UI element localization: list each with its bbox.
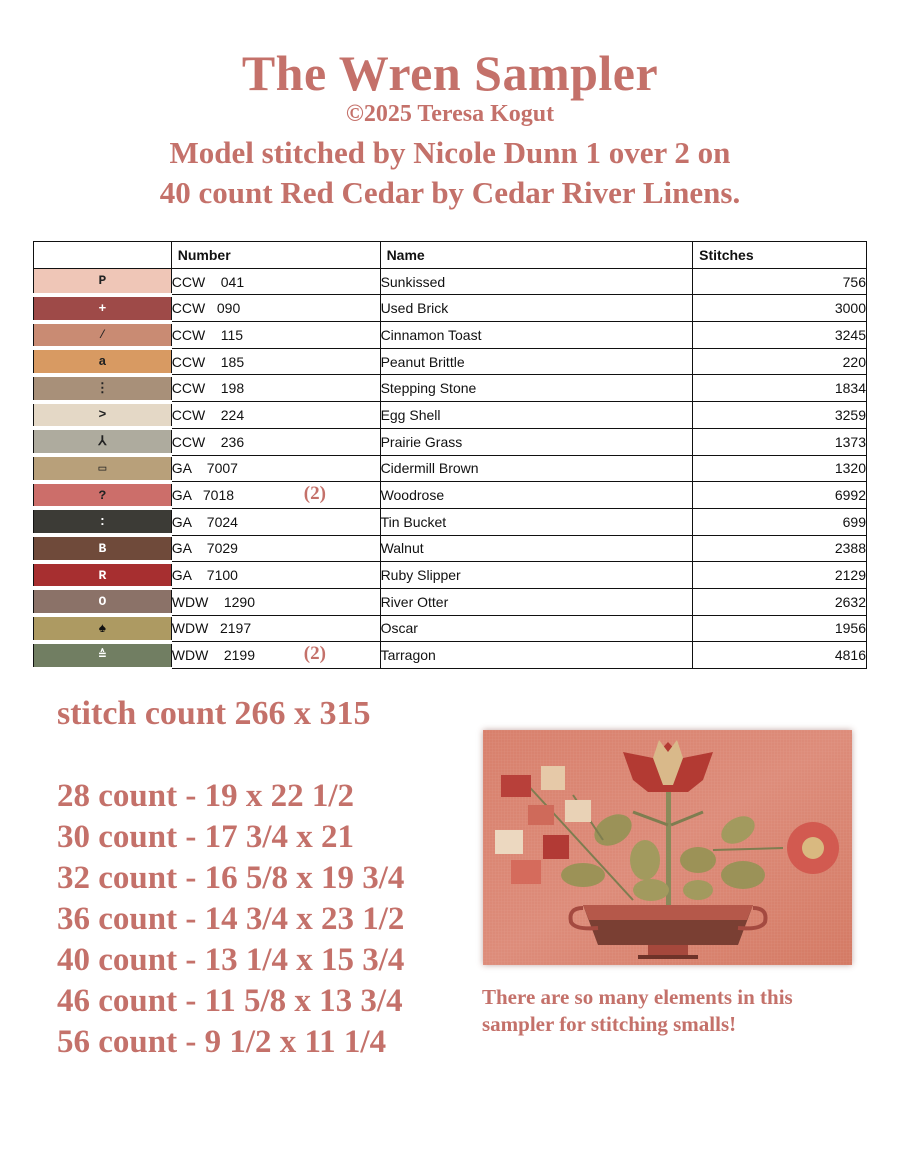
vertical-dots-icon: ⋮	[95, 380, 109, 396]
table-row	[34, 588, 867, 615]
plus-icon: +	[98, 300, 107, 316]
size-row: 32 count - 16 5/8 x 19 3/4	[57, 860, 405, 896]
thread-number-text: CCW 185	[171, 353, 245, 370]
thread-key-table	[33, 241, 867, 671]
thread-number	[171, 375, 380, 402]
caption-line-1: There are so many elements in this	[482, 985, 793, 1009]
stitch-total: 1956	[693, 615, 867, 642]
stitch-count: stitch count 266 x 315	[57, 695, 371, 732]
color-swatch	[34, 322, 172, 349]
stitch-total: 1320	[693, 455, 867, 482]
thread-number-text: GA 7029	[171, 540, 238, 557]
thread-number-text: WDW 1290	[171, 593, 256, 610]
size-row: 40 count - 13 1/4 x 15 3/4	[57, 942, 405, 978]
thread-number-text: GA 7100	[171, 567, 238, 584]
thread-number	[171, 428, 380, 455]
tripod-icon: ⅄	[98, 434, 107, 450]
thread-name: Oscar	[380, 615, 693, 642]
header-number: Number	[171, 242, 380, 269]
letter-p-icon: P	[98, 273, 107, 289]
thread-number	[171, 268, 380, 295]
table-row	[34, 348, 867, 375]
thread-name: Ruby Slipper	[380, 562, 693, 589]
stitch-total: 699	[693, 508, 867, 535]
thread-number-text: CCW 236	[171, 433, 245, 450]
color-swatch	[34, 642, 172, 669]
copyright-line: ©2025 Teresa Kogut	[345, 101, 555, 127]
color-swatch	[34, 535, 172, 562]
table-row	[34, 402, 867, 429]
diagonal-dash-icon: ⁄	[98, 327, 107, 343]
thread-number	[171, 455, 380, 482]
model-info-line-2: 40 count Red Cedar by Cedar River Linens.	[159, 175, 741, 210]
fabric-size-list	[57, 694, 404, 1063]
rectangle-icon: ▭	[98, 460, 107, 476]
chevrons-up-icon: ≙	[98, 647, 107, 663]
color-swatch	[34, 348, 172, 375]
table-header-row	[34, 242, 867, 269]
table-row	[34, 615, 867, 642]
thread-number	[171, 615, 380, 642]
thread-name: Tin Bucket	[380, 508, 693, 535]
size-row: 28 count - 19 x 22 1/2	[57, 778, 354, 814]
thread-number-text: WDW 2197	[171, 620, 252, 637]
header-symbol	[34, 242, 172, 269]
color-swatch	[34, 615, 172, 642]
table-row	[34, 268, 867, 295]
color-swatch	[34, 268, 172, 295]
color-swatch	[34, 455, 172, 482]
stitch-total: 1834	[693, 375, 867, 402]
stitch-total: 220	[693, 348, 867, 375]
thread-name: Walnut	[380, 535, 693, 562]
color-swatch	[34, 588, 172, 615]
thread-number-text: GA 7007	[171, 460, 238, 477]
page-title: The Wren Sampler	[241, 45, 659, 101]
color-swatch	[34, 508, 172, 535]
color-swatch	[34, 428, 172, 455]
thread-name: Stepping Stone	[380, 375, 693, 402]
table-row	[34, 535, 867, 562]
thread-number-text: GA 7024	[171, 513, 238, 530]
color-swatch	[34, 375, 172, 402]
thread-name: Prairie Grass	[380, 428, 693, 455]
thread-name: Woodrose	[380, 482, 693, 509]
letter-r-icon: R	[98, 567, 107, 583]
table-row	[34, 642, 867, 669]
thread-number-text: CCW 041	[171, 273, 245, 290]
thread-name: Peanut Brittle	[380, 348, 693, 375]
stitch-total: 3000	[693, 295, 867, 322]
color-swatch	[34, 562, 172, 589]
thread-number	[171, 482, 380, 509]
table-row	[34, 508, 867, 535]
table-row	[34, 322, 867, 349]
stitch-total: 3259	[693, 402, 867, 429]
tree-icon: ♠	[98, 620, 107, 636]
strand-count-note: (2)	[303, 643, 326, 665]
sampler-photo	[483, 730, 852, 965]
size-row: 46 count - 11 5/8 x 13 3/4	[57, 983, 403, 1019]
stitch-total: 3245	[693, 322, 867, 349]
size-row: 56 count - 9 1/2 x 11 1/4	[57, 1024, 387, 1060]
thread-number-text: CCW 198	[171, 380, 245, 397]
thread-number	[171, 642, 380, 669]
thread-number	[171, 562, 380, 589]
stitch-total: 1373	[693, 428, 867, 455]
letter-o-icon: O	[98, 594, 107, 610]
model-info-line-1: Model stitched by Nicole Dunn 1 over 2 on	[169, 135, 731, 170]
thread-number	[171, 535, 380, 562]
thread-number	[171, 295, 380, 322]
stitch-total: 2129	[693, 562, 867, 589]
thread-number-text: CCW 090	[171, 300, 241, 317]
photo-caption	[482, 984, 882, 1038]
thread-number-text: WDW 2199	[171, 647, 256, 664]
thread-name: River Otter	[380, 588, 693, 615]
thread-name: Sunkissed	[380, 268, 693, 295]
strand-count-note: (2)	[303, 483, 326, 505]
thread-name: Cidermill Brown	[380, 455, 693, 482]
table-row	[34, 482, 867, 509]
thread-name: Used Brick	[380, 295, 693, 322]
header-name: Name	[380, 242, 693, 269]
table-row	[34, 455, 867, 482]
stitch-total: 2632	[693, 588, 867, 615]
stitch-total: 756	[693, 268, 867, 295]
thread-number	[171, 588, 380, 615]
caption-line-2: sampler for stitching smalls!	[482, 1012, 737, 1036]
table-row	[34, 375, 867, 402]
greater-than-icon: >	[98, 407, 107, 423]
stitch-total: 4816	[693, 642, 867, 669]
thread-name: Cinnamon Toast	[380, 322, 693, 349]
thread-number-text: CCW 115	[171, 326, 244, 343]
letter-a-icon: a	[98, 354, 107, 370]
colon-icon: :	[98, 514, 107, 530]
thread-number-text: GA 7018	[171, 487, 235, 504]
stitch-total: 2388	[693, 535, 867, 562]
thread-number	[171, 508, 380, 535]
thread-number	[171, 348, 380, 375]
header-stitches: Stitches	[693, 242, 867, 269]
table-row	[34, 562, 867, 589]
color-swatch	[34, 295, 172, 322]
thread-name: Egg Shell	[380, 402, 693, 429]
thread-name: Tarragon	[380, 642, 693, 669]
table-row	[34, 295, 867, 322]
thread-number-text: CCW 224	[171, 406, 245, 423]
size-row: 30 count - 17 3/4 x 21	[57, 819, 354, 855]
table-row	[34, 428, 867, 455]
question-mark-icon: ?	[98, 487, 107, 503]
letter-b-icon: B	[98, 540, 107, 556]
color-swatch	[34, 402, 172, 429]
size-row: 36 count - 14 3/4 x 23 1/2	[57, 901, 405, 937]
thread-number	[171, 322, 380, 349]
color-swatch	[34, 482, 172, 509]
stitch-total: 6992	[693, 482, 867, 509]
thread-number	[171, 402, 380, 429]
